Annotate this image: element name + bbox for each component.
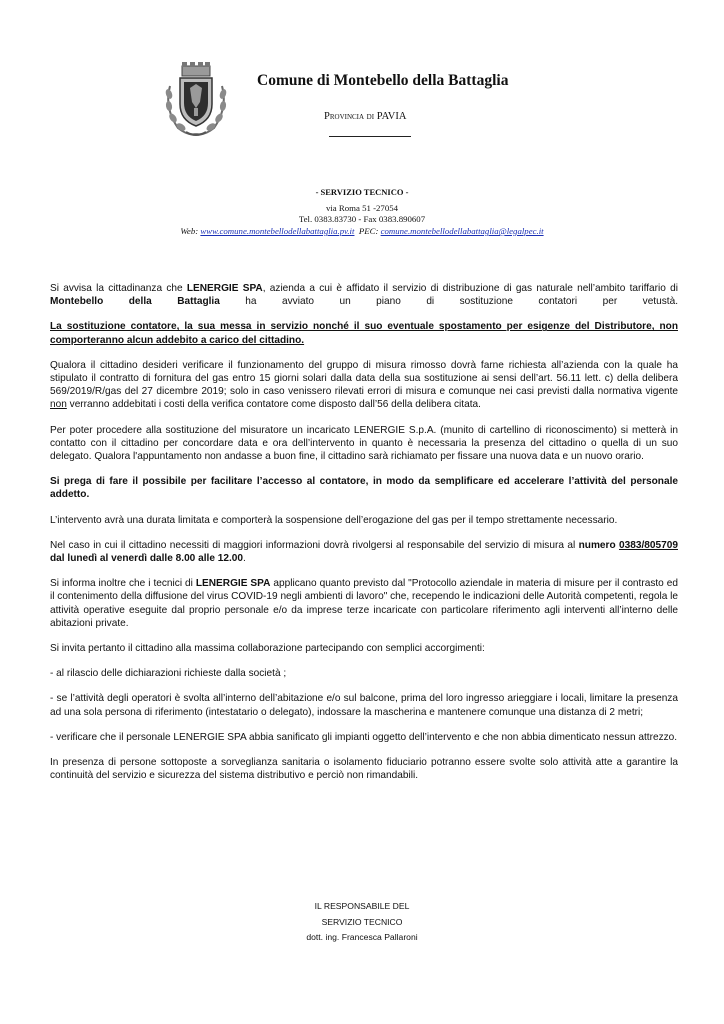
phone-number: 0383/805709 <box>619 539 678 551</box>
pec-email-link[interactable]: comune.montebellodellabattaglia@legalpec.it <box>380 226 544 236</box>
text: Si avvisa la cittadinanza che <box>50 283 187 294</box>
text: numero <box>578 539 620 551</box>
signature-department: SERVIZIO TECNICO <box>321 916 403 927</box>
department-heading: - SERVIZIO TECNICO - <box>315 187 409 197</box>
province-name: PAVIA <box>376 111 407 122</box>
paragraph-appointment: Per poter procedere alla sostituzione del misuratore un incaricato LENERGIE S.p.A. (munito di cartellino di riconoscimento) si metterà in contatto con il cittadino per concordare data e ora dell’intervento in quanto è necessaria la presenza del cittadino o quella di un suo delegato. Qualora l'appuntamento non andasse a buon fine, il cittadino sarà richiamato per fissare una nuova data e un nuovo orario. <box>50 424 678 463</box>
text: ha avviato un piano di sostituzione contatori per vetustà. <box>219 296 678 308</box>
text: , azienda a cui è affidato il servizio di distribuzione di gas naturale nell’ambito tariffario di <box>262 283 678 294</box>
text: Nel caso in cui il cittadino necessiti di maggiori informazioni dovrà rivolgersi al responsabile del servizio di misura al <box>50 539 579 551</box>
signature-block <box>0 899 724 946</box>
page-title: Comune di Montebello della Battaglia <box>257 72 509 89</box>
paragraph-duration: L’intervento avrà una durata limitata e comporterà la sospensione dell’erogazione del gas per il tempo strettamente necessario. <box>50 514 618 526</box>
contacts-line <box>0 226 724 236</box>
emphasis-non: non <box>50 399 67 411</box>
municipal-coat-of-arms-icon <box>160 58 232 140</box>
company-name: LENERGIE SPA <box>186 283 263 294</box>
website-link[interactable]: www.comune.montebellodellabattaglia.pv.it <box>200 226 355 236</box>
phone-fax-line: Tel. 0383.83730 - Fax 0383.890607 <box>298 214 426 224</box>
paragraph-access: Si prega di fare il possibile per facilitare l’accesso al contatore, in modo da semplificare ed accelerare l’attività del personale addetto. <box>50 476 678 501</box>
paragraph-invitation: Si invita pertanto il cittadino alla massima collaborazione partecipando con semplici accorgimenti: <box>50 643 485 655</box>
list-item: - verificare che il personale LENERGIE SPA abbia sanificato gli impianti oggetto dell’intervento e che non abbia dimenticato nessun attrezzo. <box>50 731 678 743</box>
paragraph-intro <box>50 282 678 308</box>
province-line <box>324 111 406 122</box>
company-name: LENERGIE SPA <box>195 578 271 590</box>
divider <box>329 136 411 137</box>
paragraph-contact <box>50 539 678 565</box>
province-prefix: Provincia di <box>324 111 377 122</box>
town-name: Montebello della Battaglia <box>50 296 220 308</box>
signature-role: IL RESPONSABILE DEL <box>314 901 410 911</box>
text: . <box>243 553 246 565</box>
signature-name: dott. ing. Francesca Pallaroni <box>306 932 418 942</box>
paragraph-covid-protocol <box>50 577 678 630</box>
pec-label: PEC: <box>358 226 379 236</box>
list-item: - se l’attività degli operatori è svolta all’interno dell’abitazione e/o sul balcone, prima del loro ingresso arieggiare i locali, limitare la presenza ad una sola persona di riferimento (intestatario o delegato), indossare la mascherina e mantenere comunque una distanza di 2 metri; <box>50 693 678 718</box>
paragraph-surveillance: In presenza di persone sottoposte a sorveglianza sanitaria o isolamento fiduciario potranno essere svolte solo attività atte a garantire la continuità del servizio e sicurezza del sistema distributivo e perciò non rimandabili. <box>50 757 678 782</box>
list-item: - al rilascio delle dichiarazioni richieste dalla società ; <box>50 668 287 680</box>
web-label: Web: <box>180 226 199 236</box>
office-hours: dal lunedì al venerdì dalle 8.00 alle 12.00 <box>50 553 243 565</box>
paragraph-verification <box>50 359 678 412</box>
text: Qualora il cittadino desideri verificare il funzionamento del gruppo di misura rimosso dovrà farne richiesta all’azienda con la quale ha stipulato il contratto di fornitura del gas entro 15 giorni solari dalla data della sua sostituzione ai sensi dell’art. 56.11 lett. c) della delibera 569/2019/R/gas del 27 dicembre 2019; solo in caso venissero rilevati errori di misura e comunque nei casi previsti dalla normativa vigente <box>50 359 678 398</box>
paragraph-no-charge: La sostituzione contatore, la sua messa in servizio nonché il suo eventuale spostamento per esigenze del Distributore, non comporteranno alcun addebito a carico del cittadino. <box>50 321 678 346</box>
text: applicano quanto previsto dal "Protocollo aziendale in materia di misure per il contrasto ed il contenimento della diffusione del virus COVID-19 negli ambienti di lavoro" che, recependo le indicazioni delle Autorità competenti, regola le attività operative eseguite dal proprio personale e/o da imprese terze incaricate con particolare riferimento agli interventi all’interno delle abitazioni private. <box>50 578 678 629</box>
address-line: via Roma 51 -27054 <box>325 203 399 213</box>
text: Si informa inoltre che i tecnici di <box>50 578 196 590</box>
text: verranno addebitati i costi della verifica contatore come disposto dall’56 della delibera citata. <box>66 399 481 411</box>
notice-body <box>50 282 678 794</box>
